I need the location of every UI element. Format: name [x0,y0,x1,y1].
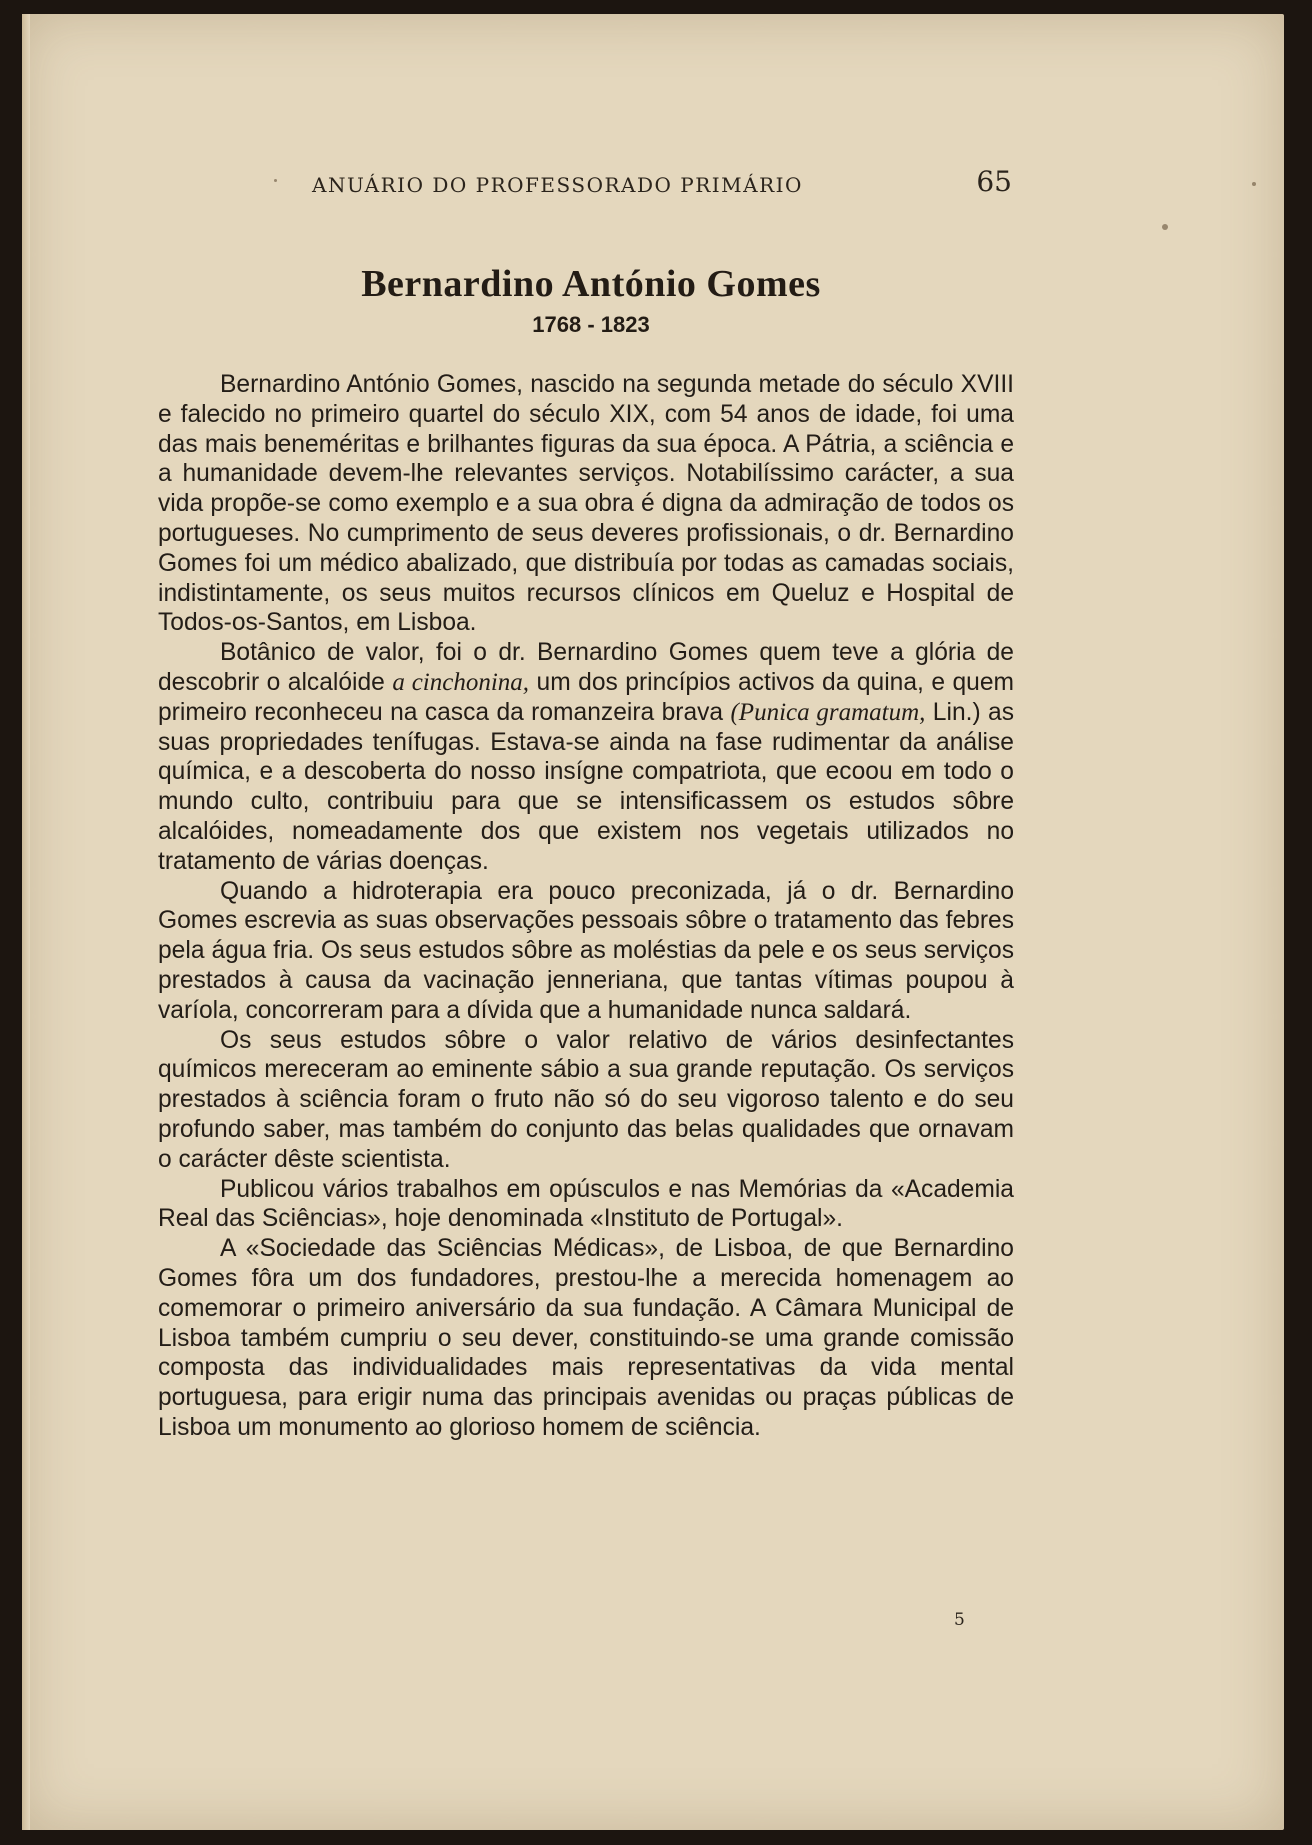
article-body [158,370,1014,1443]
paragraph [158,638,1014,876]
paragraph-text: um dos princípios activos da quina, e quem primeiro reconheceu na casca da romanzeira brava [158,668,1015,726]
italic-term: a cinchonina, [392,668,530,696]
paragraph [158,1175,1014,1235]
italic-term: (Punica gramatum, [730,698,926,726]
signature-mark: 5 [954,1610,965,1630]
running-header [312,165,1012,205]
article-dates: 1768 - 1823 [532,312,650,337]
paragraph-text: Publicou vários trabalhos em opúsculos e nas Memórias da «Academia Real das Sciências», hoje denominada «Instituto de Portugal». [158,1175,1014,1233]
paragraph [158,1026,1014,1175]
page-binding-edge [22,14,30,1830]
paper-speck [1162,224,1168,230]
paper-speck [1252,182,1256,186]
page-number: 65 [976,165,1012,198]
running-title: ANUÁRIO DO PROFESSORADO PRIMÁRIO [312,173,803,197]
paragraph [158,370,1014,638]
paragraph-text: Bernardino António Gomes, nascido na segunda metade do século XVIII e falecido no primeiro quartel do século XIX, com 54 anos de idade, foi uma das mais beneméritas e brilhantes figuras da sua época. A Pátria, a sciência e a humanidade devem-lhe relevantes serviços. Notabilíssimo carácter, a sua vida propõe-se como exemplo e a sua obra é digna da admiração de todos os portugueses. No cumprimento de seus deveres profissionais, o dr. Bernardino Gomes foi um médico abalizado, que distribuía por todas as camadas sociais, indistintamente, os seus muitos recursos clínicos em Queluz e Hospital de Todos-os-Santos, em Lisboa. [158,371,1014,637]
paragraph-text: Quando a hidroterapia era pouco preconizada, já o dr. Bernardino Gomes escrevia as suas observações pessoais sôbre o tratamento das febres pela água fria. Os seus estudos sôbre as moléstias da pele e os seus serviços prestados à causa da vacinação jenneriana, que tantas vítimas poupou à varíola, concorreram para a dívida que a humanidade nunca saldará. [158,877,1014,1024]
paragraph-text: Botânico de valor, foi o dr. Bernardino Gomes quem teve a glória de descobrir o alcalóide [158,639,1014,696]
paragraph-text: Os seus estudos sôbre o valor relativo de vários desinfectantes químicos mereceram ao eminente sábio a sua grande reputação. Os serviços prestados à sciência foram o fruto não só do seu vigoroso talento e do seu profundo saber, mas também do conjunto das belas qualidades que ornavam o carácter dêste scientista. [158,1026,1014,1173]
paragraph [158,1234,1014,1443]
paragraph-text: Lin.) as suas propriedades tenífugas. Estava-se ainda na fase rudimentar da análise química, e a descoberta do nosso insígne compatriota, que ecoou em todo o mundo culto, contribuiu para que se intensificassem os estudos sôbre alcalóides, nomeadamente dos que existem nos vegetais utilizados no tratamento de várias doenças. [158,698,1015,875]
paragraph [158,877,1014,1026]
article-title: Bernardino António Gomes [361,263,821,305]
paper-speck [274,179,277,182]
paragraph-text: A «Sociedade das Sciências Médicas», de Lisboa, de que Bernardino Gomes fôra um dos fundadores, prestou-lhe a merecida homenagem ao comemorar o primeiro aniversário da sua fundação. A Câmara Municipal de Lisboa também cumpriu o seu dever, constituindo-se uma grande comissão composta das individualidades mais representativas da vida mental portuguesa, para erigir numa das principais avenidas ou praças públicas de Lisboa um monumento ao glorioso homem de sciência. [158,1235,1014,1441]
